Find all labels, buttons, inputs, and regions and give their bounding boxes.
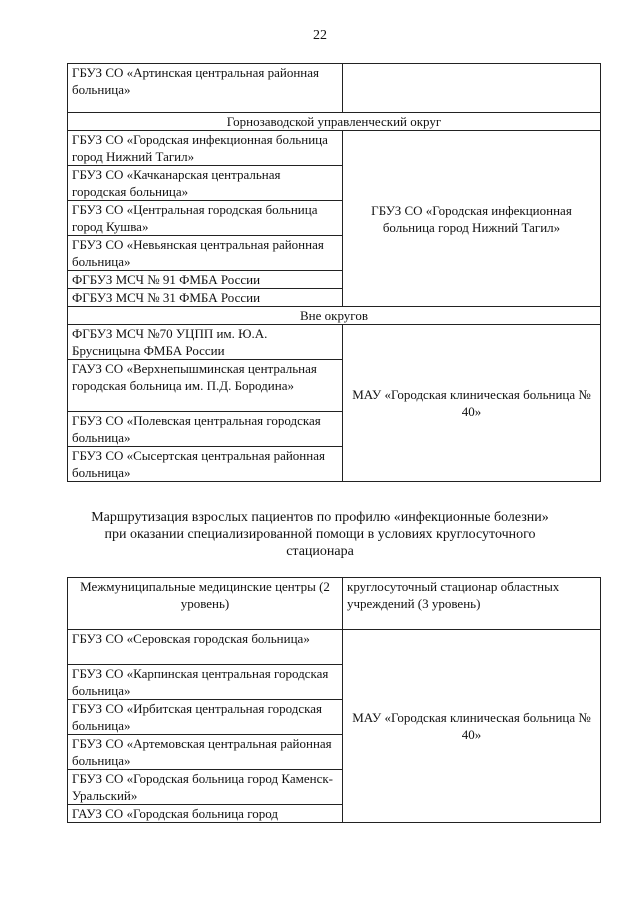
column-header: круглосуточный стационар областных учреждений (3 уровень) <box>343 578 601 630</box>
table-cell: ГБУЗ СО «Артемовская центральная районная больница» <box>68 735 343 770</box>
table-cell: ГБУЗ СО «Центральная городская больница город Кушва» <box>68 201 343 236</box>
table-cell <box>343 64 601 113</box>
table-cell: ГБУЗ СО «Невьянская центральная районная больница» <box>68 236 343 271</box>
routing-table-1 <box>67 63 601 482</box>
routing-target-cell: МАУ «Городская клиническая больница № 40» <box>343 325 601 482</box>
table-cell: ГБУЗ СО «Ирбитская центральная городская больница» <box>68 700 343 735</box>
table-cell: ГБУЗ СО «Городская больница город Каменск-Уральский» <box>68 770 343 805</box>
table-cell: ФГБУЗ МСЧ № 31 ФМБА России <box>68 289 343 307</box>
table-cell: ГАУЗ СО «Городская больница город <box>68 805 343 823</box>
section-heading <box>40 509 600 560</box>
routing-target-cell: ГБУЗ СО «Городская инфекционная больница город Нижний Тагил» <box>343 131 601 307</box>
table-cell: ГБУЗ СО «Серовская городская больница» <box>68 630 343 665</box>
routing-table-2 <box>67 577 601 823</box>
table-cell: ФГБУЗ МСЧ №70 УЦПП им. Ю.А. Брусницына ФМБА России <box>68 325 343 360</box>
heading-line: стационара <box>286 544 354 559</box>
table-cell: ФГБУЗ МСЧ № 91 ФМБА России <box>68 271 343 289</box>
routing-target-cell: МАУ «Городская клиническая больница № 40» <box>343 630 601 823</box>
heading-line: при оказании специализированной помощи в условиях круглосуточного <box>104 527 536 542</box>
table-cell: ГБУЗ СО «Качканарская центральная городская больница» <box>68 166 343 201</box>
table-cell: ГАУЗ СО «Верхнепышминская центральная городская больница им. П.Д. Бородина» <box>68 360 343 412</box>
table-cell: ГБУЗ СО «Городская инфекционная больница город Нижний Тагил» <box>68 131 343 166</box>
section-title: Горнозаводской управленческий округ <box>68 113 601 131</box>
table-cell: ГБУЗ СО «Артинская центральная районная больница» <box>68 64 343 113</box>
table-cell: ГБУЗ СО «Сысертская центральная районная больница» <box>68 447 343 482</box>
table-cell: ГБУЗ СО «Полевская центральная городская больница» <box>68 412 343 447</box>
column-header: Межмуниципальные медицинские центры (2 уровень) <box>68 578 343 630</box>
page-number: 22 <box>313 28 327 43</box>
heading-line: Маршрутизация взрослых пациентов по профилю «инфекционные болезни» <box>91 510 549 525</box>
table-cell: ГБУЗ СО «Карпинская центральная городская больница» <box>68 665 343 700</box>
section-title: Вне округов <box>68 307 601 325</box>
